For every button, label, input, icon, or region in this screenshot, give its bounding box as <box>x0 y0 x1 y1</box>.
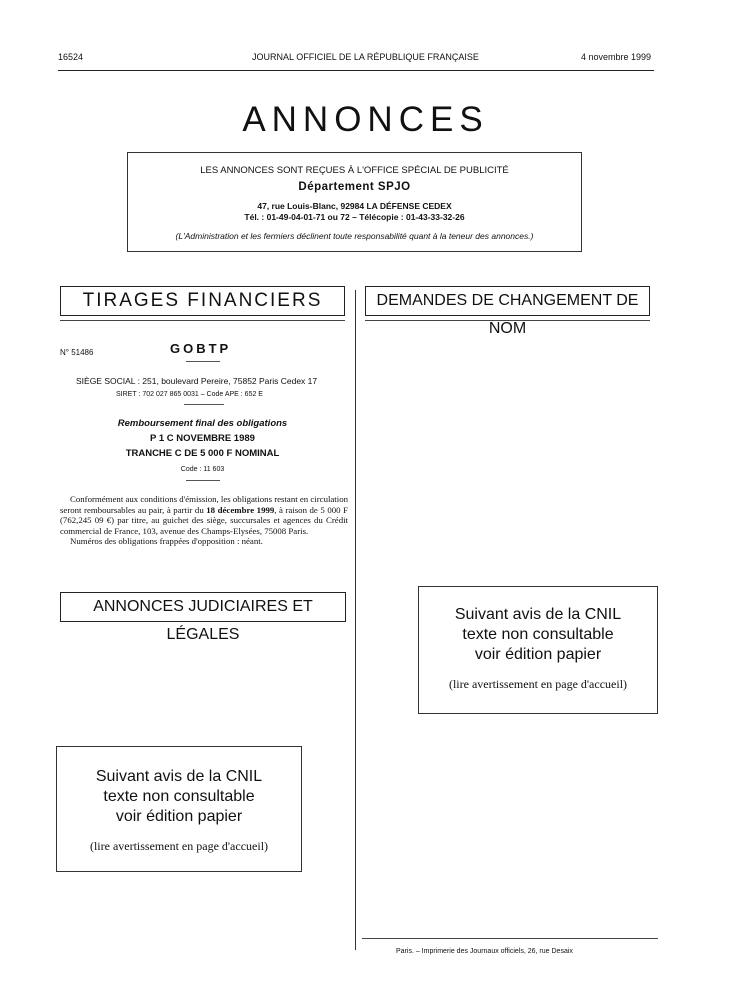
page-number: 16524 <box>58 52 84 62</box>
small-rule <box>186 361 220 362</box>
cnil-line-2: texte non consultable <box>462 626 614 643</box>
bond-name: P 1 C NOVEMBRE 1989 <box>150 433 255 444</box>
printer-footer: Paris. – Imprimerie des Journaux officiels, 26, rue Desaix <box>396 948 573 955</box>
footer-rule <box>362 938 658 939</box>
section-underline <box>365 320 650 321</box>
bond-code: Code : 11 603 <box>180 466 225 473</box>
info-line-disclaimer: (L'Administration et les fermiers déclinent toute responsabilité quant à la teneur des annonces.) <box>175 231 534 241</box>
small-rule <box>186 480 220 481</box>
small-rule <box>184 404 224 405</box>
info-line-phone: Tél. : 01-49-04-01-71 ou 72 – Télécopie : 01-43-33-32-26 <box>244 212 465 222</box>
section-demandes-changement-nom: DEMANDES DE CHANGEMENT DE NOM <box>365 286 650 316</box>
cnil-line-2: texte non consultable <box>103 788 255 805</box>
info-box <box>127 152 582 252</box>
company-name: GOBTP <box>170 341 232 356</box>
page-title: ANNONCES <box>242 100 489 139</box>
reimbursement-date: 18 décembre 1999 <box>206 504 275 515</box>
section-underline <box>60 320 345 321</box>
bond-tranche: TRANCHE C DE 5 000 F NOMINAL <box>125 448 280 459</box>
cnil-line-3: voir édition papier <box>474 646 602 663</box>
cnil-line-3: voir édition papier <box>115 808 243 825</box>
notice-paragraph: Conformément aux conditions d'émission, les obligations restant en circulation seront remboursables au pair, à partir du 18 décembre 1999, à raison de 5 000 F (762,245 09 €) par titre, au guichet des siège, succursales et agences du Crédit commercial de France, 103, avenue des Champs-Elysées, 75008 Paris. <box>60 494 348 536</box>
info-line-office: LES ANNONCES SONT REÇUES À L'OFFICE SPÉCIAL DE PUBLICITÉ <box>200 165 509 176</box>
info-line-department: Département SPJO <box>298 181 411 193</box>
siege-social: SIÈGE SOCIAL : 251, boulevard Pereire, 75852 Paris Cedex 17 <box>76 376 318 386</box>
cnil-line-4: (lire avertissement en page d'accueil) <box>89 839 269 853</box>
cnil-line-1: Suivant avis de la CNIL <box>95 768 263 785</box>
notice-body <box>60 494 348 547</box>
notice-heading: Remboursement final des obligations <box>117 418 288 429</box>
column-divider <box>355 290 356 950</box>
issue-date: 4 novembre 1999 <box>580 52 651 62</box>
journal-name: JOURNAL OFFICIEL DE LA RÉPUBLIQUE FRANÇAISE <box>252 52 479 62</box>
notice-paragraph-opposition: Numéros des obligations frappées d'opposition : néant. <box>70 536 263 546</box>
cnil-line-1: Suivant avis de la CNIL <box>454 606 622 623</box>
cnil-notice-box <box>418 586 658 714</box>
info-line-address: 47, rue Louis-Blanc, 92984 LA DÉFENSE CEDEX <box>257 201 452 211</box>
section-annonces-judiciaires: ANNONCES JUDICIAIRES ET LÉGALES <box>60 592 346 622</box>
cnil-line-4: (lire avertissement en page d'accueil) <box>448 677 628 691</box>
cnil-notice-box <box>56 746 302 872</box>
section-tirages-financiers: TIRAGES FINANCIERS <box>60 286 345 316</box>
notice-number: N° 51486 <box>60 348 94 357</box>
siret: SIRET : 702 027 865 0031 – Code APE : 652 E <box>116 391 263 398</box>
header-rule <box>58 70 654 71</box>
